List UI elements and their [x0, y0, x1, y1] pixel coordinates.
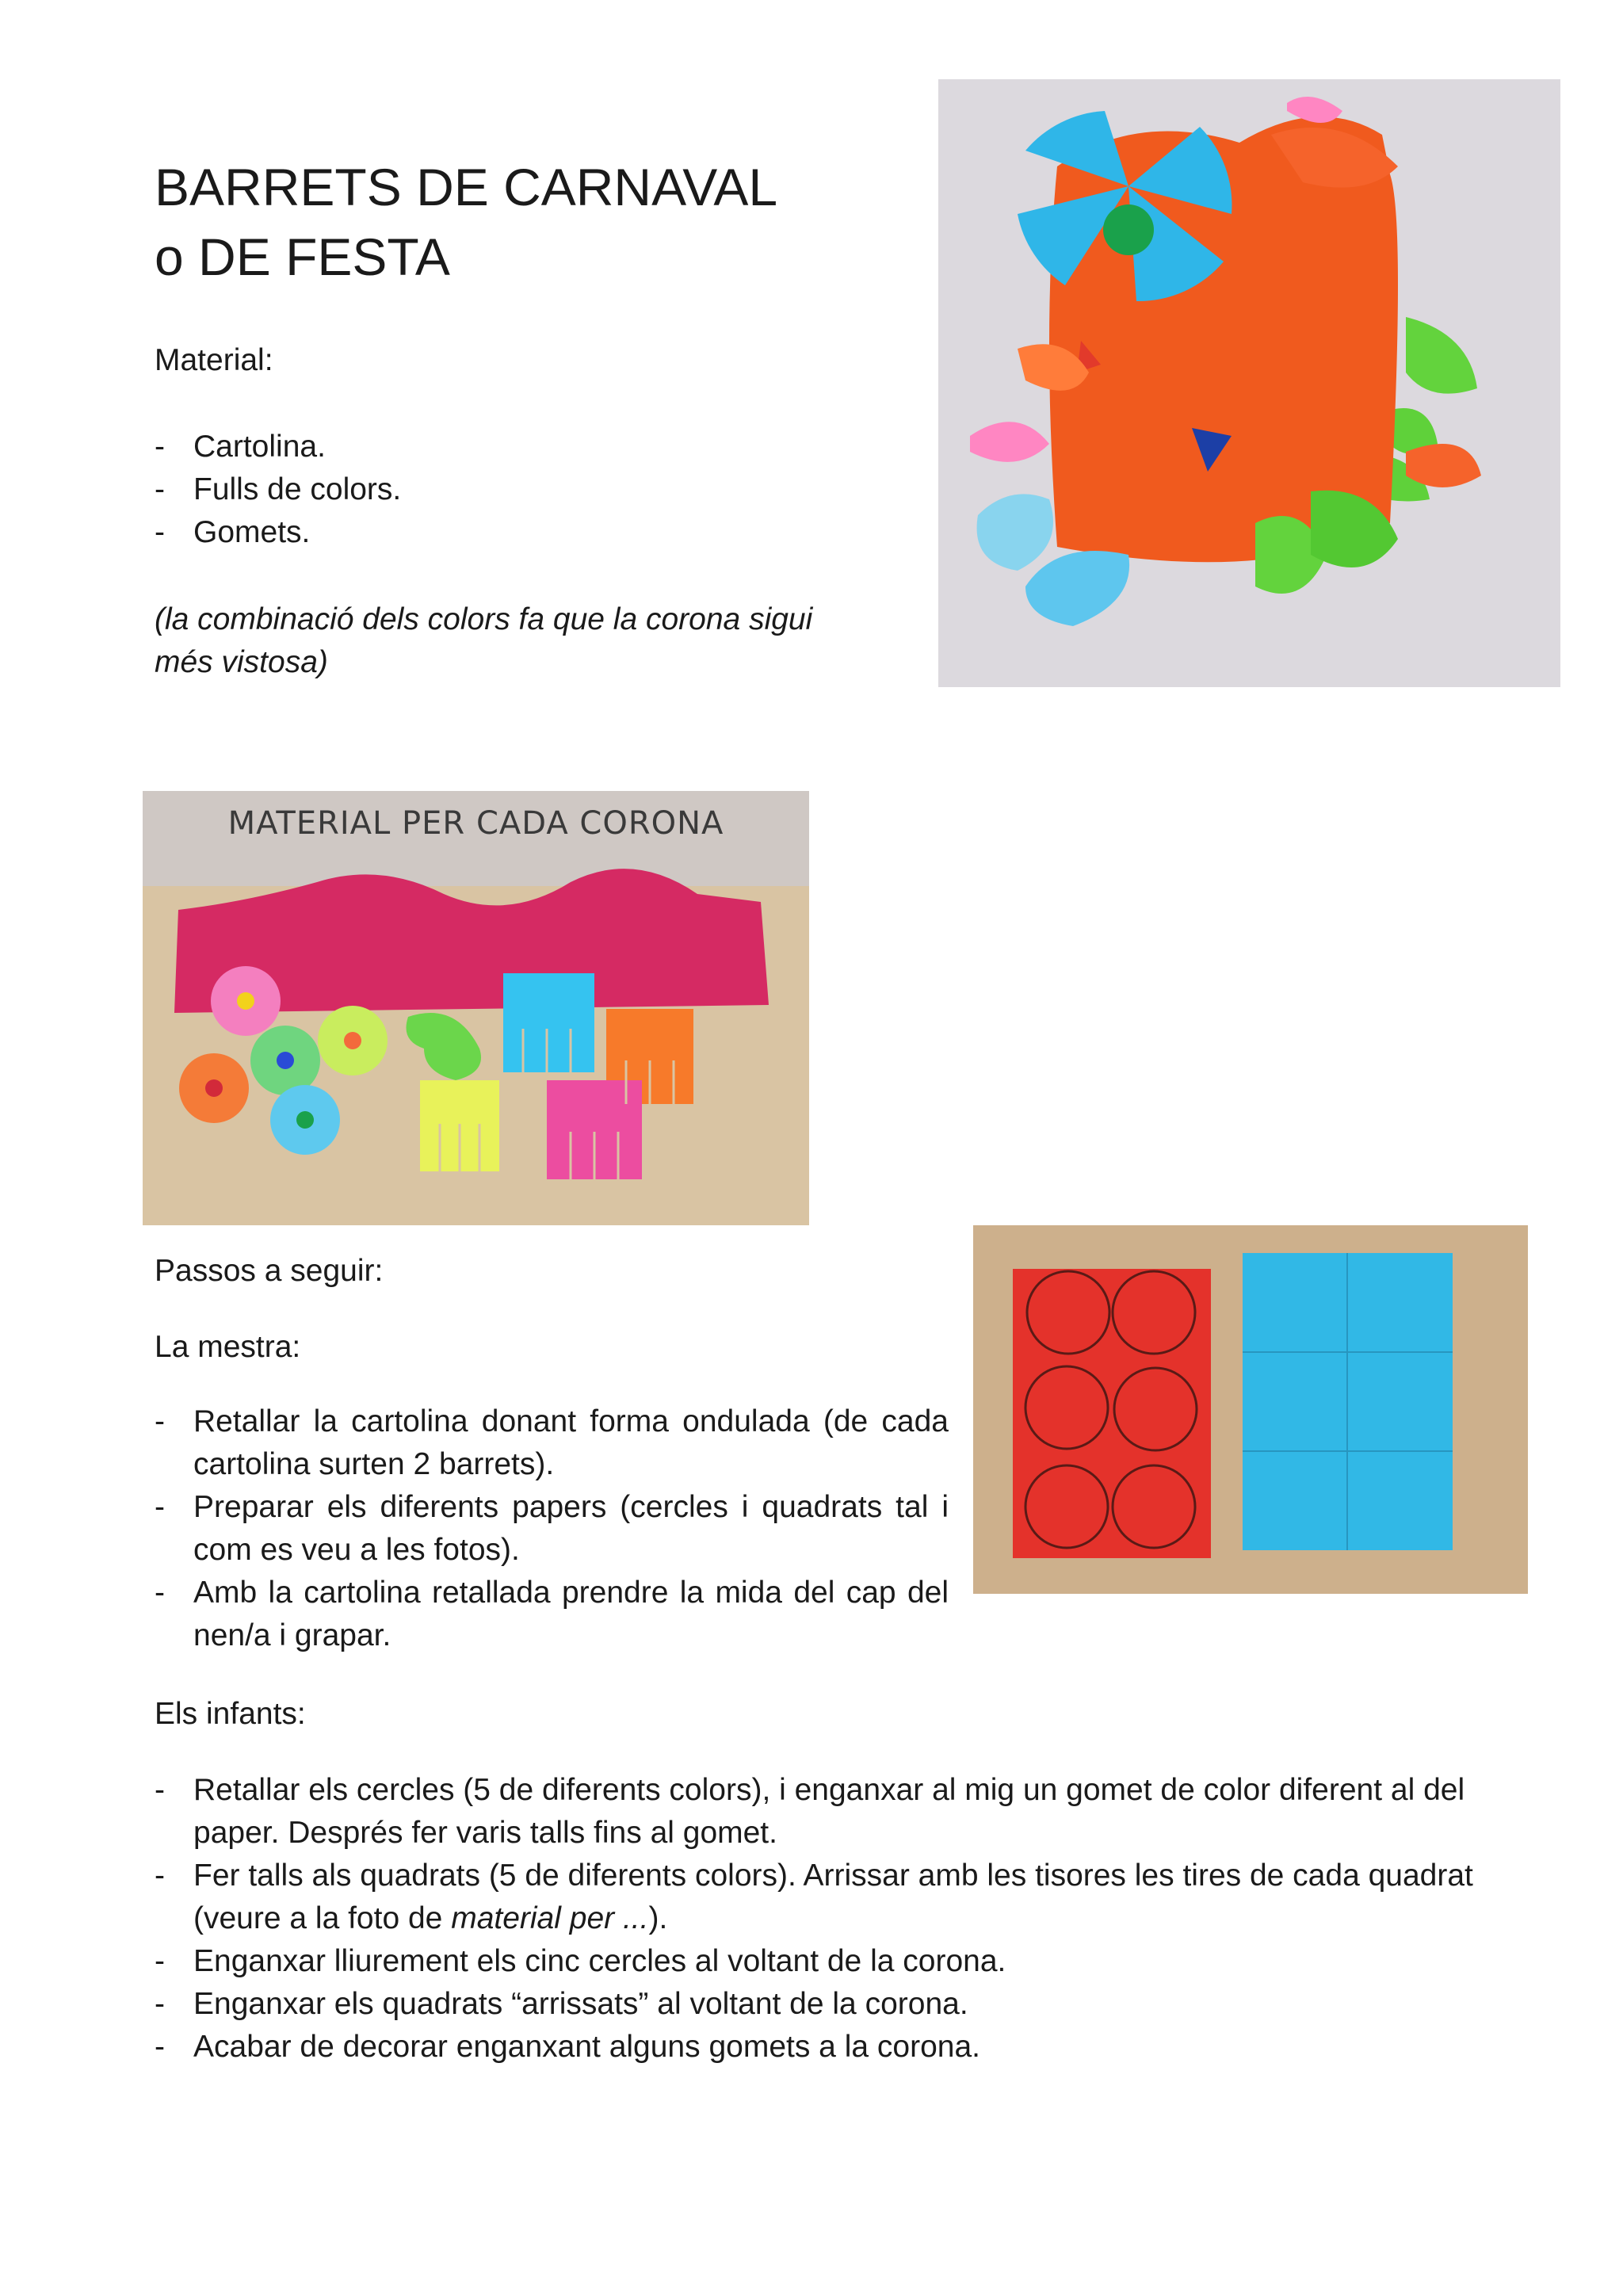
- teacher-heading: La mestra:: [155, 1330, 301, 1364]
- item-text: ).: [648, 1901, 668, 1935]
- item-text: Fer talls als quadrats (5 de diferents colors). Arrissar amb les tisores les tires de cada quadrat (veure a la foto de: [193, 1859, 1473, 1935]
- children-list: [155, 1769, 1478, 2069]
- title-line-1: BARRETS DE CARNAVAL: [155, 158, 778, 216]
- list-item: - Retallar la cartolina donant forma ondulada (de cada cartolina surten 2 barrets).: [155, 1400, 949, 1486]
- material-photo: [143, 791, 809, 1225]
- title-line-2: o DE FESTA: [155, 227, 450, 286]
- list-item: - Enganxar lliurement els cinc cercles al voltant de la corona.: [155, 1940, 1478, 1983]
- hat-photo: [938, 79, 1560, 687]
- item-text-italic: material per ...: [451, 1901, 649, 1935]
- material-note-line-1: (la combinació dels colors fa que la corona sigui: [155, 602, 813, 636]
- material-note-line-2: més vistosa): [155, 645, 328, 679]
- children-heading: Els infants:: [155, 1697, 306, 1731]
- list-item: - Cartolina.: [155, 426, 868, 468]
- page-title: [155, 152, 777, 292]
- teacher-list: [155, 1400, 949, 1657]
- list-item: - Fulls de colors.: [155, 468, 868, 511]
- list-item: - Enganxar els quadrats “arrissats” al voltant de la corona.: [155, 1983, 1478, 2026]
- steps-heading: Passos a seguir:: [155, 1254, 384, 1288]
- list-item: [155, 1855, 1478, 1940]
- list-item: - Preparar els diferents papers (cercles i quadrats tal i com es veu a les fotos).: [155, 1486, 949, 1572]
- list-item: - Amb la cartolina retallada prendre la mida del cap del nen/a i grapar.: [155, 1572, 949, 1657]
- list-item: - Retallar els cercles (5 de diferents colors), i enganxar al mig un gomet de color diferent al del paper. Després fer varis talls fins al gomet.: [155, 1769, 1478, 1855]
- list-item: - Gomets.: [155, 511, 868, 554]
- list-item: - Acabar de decorar enganxant alguns gomets a la corona.: [155, 2026, 1478, 2069]
- material-photo-caption: MATERIAL PER CADA CORONA: [227, 805, 724, 842]
- material-note: [155, 598, 915, 684]
- papers-photo: [973, 1225, 1528, 1594]
- material-list: [155, 426, 868, 554]
- material-heading: Material:: [155, 343, 273, 377]
